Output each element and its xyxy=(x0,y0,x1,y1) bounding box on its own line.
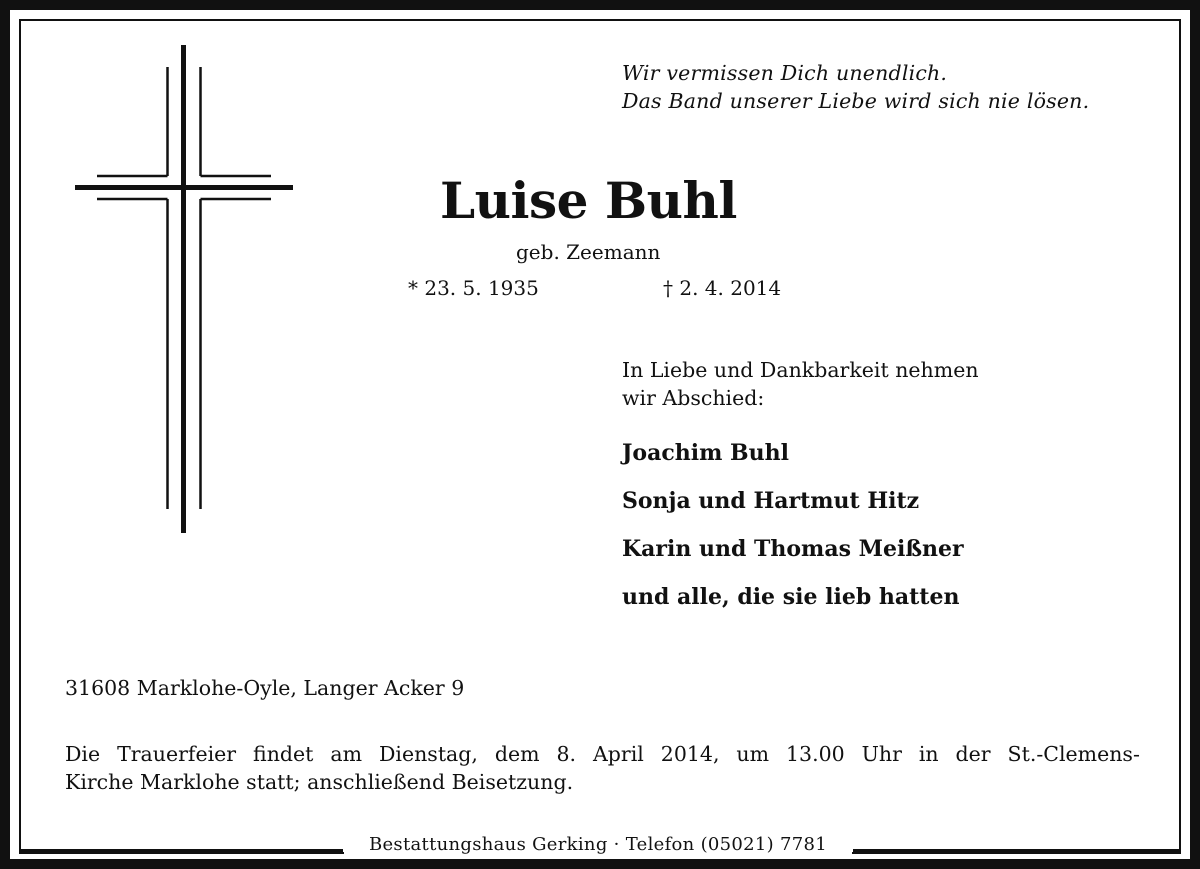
funeral-word: findet xyxy=(253,742,314,766)
motto-line-1: Wir vermissen Dich unendlich. xyxy=(622,61,948,85)
funeral-home-footer: Bestattungshaus Gerking · Telefon (05021) 7781 xyxy=(344,832,852,858)
funeral-notice xyxy=(65,740,1140,796)
footer-rule-left xyxy=(21,849,343,853)
footer-rule-right xyxy=(853,849,1179,853)
funeral-word: St.-Clemens- xyxy=(1007,742,1140,766)
cross-icon xyxy=(75,45,293,533)
funeral-word: 8. xyxy=(556,742,577,766)
funeral-word: 2014, xyxy=(660,742,720,766)
motto xyxy=(622,59,1162,115)
mourner-name: Sonja und Hartmut Hitz xyxy=(622,488,920,514)
mourner-name: und alle, die sie lieb hatten xyxy=(622,584,960,610)
deceased-name: Luise Buhl xyxy=(440,171,737,230)
address: 31608 Marklohe-Oyle, Langer Acker 9 xyxy=(65,676,465,700)
funeral-word: in xyxy=(918,742,939,766)
farewell-line-2: wir Abschied: xyxy=(622,386,765,410)
funeral-word: der xyxy=(955,742,991,766)
funeral-word: um xyxy=(736,742,770,766)
death-date: † 2. 4. 2014 xyxy=(663,276,782,300)
funeral-word: dem xyxy=(494,742,540,766)
funeral-word: Die xyxy=(65,742,101,766)
mourner-name: Joachim Buhl xyxy=(622,440,789,466)
funeral-word: 13.00 xyxy=(786,742,845,766)
farewell-text xyxy=(622,356,979,412)
funeral-word: Dienstag, xyxy=(378,742,478,766)
birth-date: * 23. 5. 1935 xyxy=(408,276,539,300)
farewell-line-1: In Liebe und Dankbarkeit nehmen xyxy=(622,358,979,382)
motto-line-2: Das Band unserer Liebe wird sich nie lösen. xyxy=(622,89,1090,113)
funeral-word: Trauerfeier xyxy=(117,742,237,766)
mourners-list xyxy=(622,429,964,621)
funeral-word: am xyxy=(330,742,363,766)
funeral-word: Uhr xyxy=(861,742,902,766)
maiden-name: geb. Zeemann xyxy=(516,240,661,264)
funeral-line-1 xyxy=(65,740,1140,768)
mourner-name: Karin und Thomas Meißner xyxy=(622,536,964,562)
funeral-word: April xyxy=(593,742,644,766)
funeral-line-2: Kirche Marklohe statt; anschließend Beisetzung. xyxy=(65,770,574,794)
